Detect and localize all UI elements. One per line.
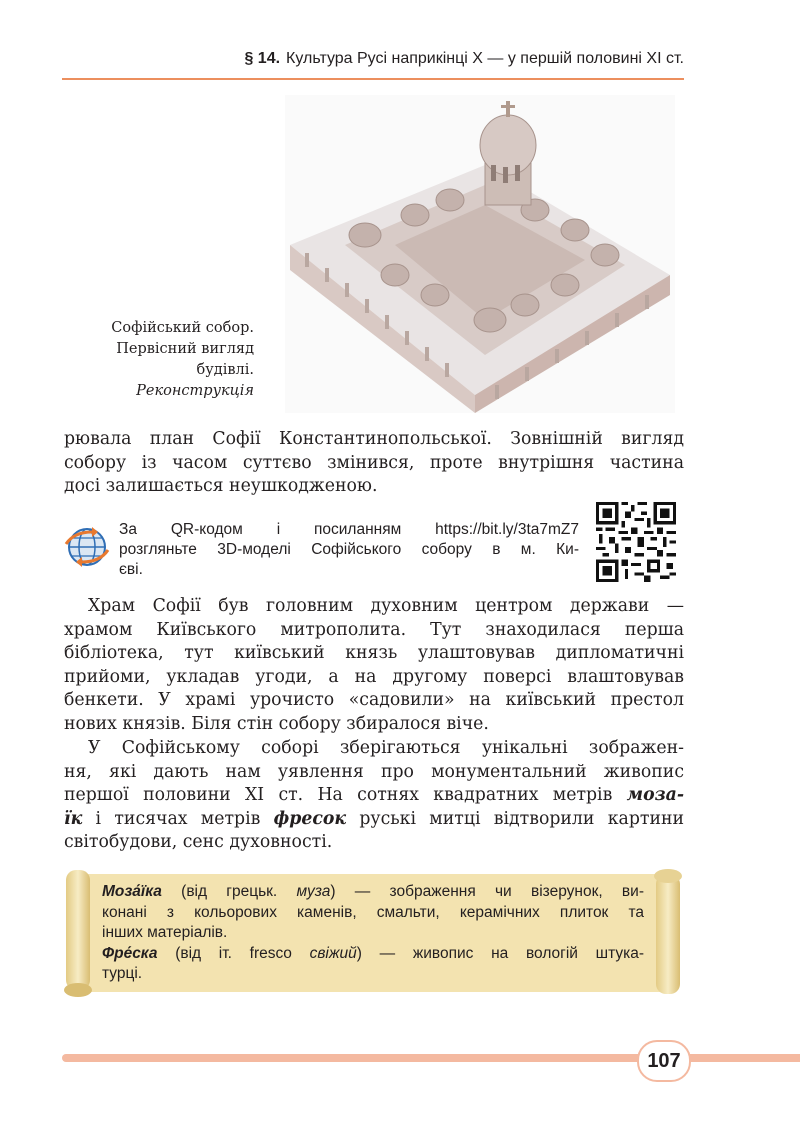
glossary-line bbox=[102, 944, 644, 965]
text-run: свіжий bbox=[309, 944, 357, 962]
glossary-term-mosaic: Моза́їка bbox=[102, 883, 162, 900]
caption-reconstruction: Реконструкція bbox=[136, 383, 254, 399]
glossary-line: конані з кольорових каменів, смальти, керамічних плиток та bbox=[102, 903, 644, 921]
text-line: світобудови, сенс духовності. bbox=[64, 832, 333, 852]
text-run: ) — живопис на вологій штука- bbox=[356, 944, 644, 962]
text-run: муза bbox=[296, 883, 331, 900]
section-number: § 14. bbox=[244, 50, 281, 67]
glossary bbox=[102, 882, 644, 985]
figure-caption bbox=[64, 318, 254, 402]
glossary-term-fresco: Фре́ска bbox=[102, 944, 158, 962]
text-line: прийоми, укладав угоди, а на другому поверсі влаштовував bbox=[64, 666, 684, 687]
qr-note-line: єві. bbox=[119, 561, 143, 578]
chapter-title: Культура Русі наприкінці X — у першій половині XI ст. bbox=[286, 50, 684, 67]
running-header bbox=[62, 50, 684, 80]
qr-note bbox=[64, 518, 684, 582]
paragraph-2 bbox=[64, 595, 684, 736]
caption-line: Софійський собор. bbox=[111, 320, 254, 336]
qr-code[interactable] bbox=[596, 502, 676, 582]
glossary-line: інших матеріалів. bbox=[102, 924, 228, 941]
term-fresco: фресок bbox=[273, 808, 347, 829]
glossary-line bbox=[102, 882, 644, 903]
term-mosaic-end: їк bbox=[64, 808, 83, 829]
text-run: (від грецьк. bbox=[161, 883, 297, 900]
qr-note-line: За QR-кодом і посиланням https://bit.ly/3ta7mZ7 bbox=[119, 521, 579, 538]
text-line: бенкети. У храмі урочисто «садовили» на київський престол bbox=[64, 690, 684, 710]
paragraph-3 bbox=[64, 737, 684, 855]
text-run: і тисячах метрів bbox=[82, 808, 274, 829]
text-line: рювала план Софії Константинопольської. Зовнішній вигляд bbox=[64, 429, 684, 449]
text-run: руські митці відтворили картини bbox=[346, 808, 684, 829]
globe-icon bbox=[64, 524, 110, 570]
paragraph-1 bbox=[64, 428, 684, 499]
text-run: першої половини XI ст. На сотнях квадратних метрів bbox=[64, 785, 627, 805]
text-line: ня, які дають нам уявлення про монументальний живопис bbox=[64, 761, 684, 782]
text-line: досі залишається неушкодженою. bbox=[64, 476, 378, 496]
text-line: собору із часом суттєво змінився, проте внутрішня частина bbox=[64, 452, 684, 473]
text-line bbox=[64, 784, 684, 808]
text-run: (від іт. fresco bbox=[157, 944, 310, 962]
caption-line: будівлі. bbox=[196, 362, 254, 378]
qr-note-text bbox=[119, 520, 579, 580]
page-number: 107 bbox=[637, 1040, 691, 1082]
text-line: нових князів. Біля стін собору збиралося віче. bbox=[64, 713, 489, 734]
term-mosaic: моза- bbox=[626, 785, 684, 805]
glossary-line: турці. bbox=[102, 965, 143, 982]
cathedral-illustration bbox=[285, 95, 675, 413]
caption-line: Первісний вигляд bbox=[116, 341, 254, 357]
qr-note-line: розгляньте 3D-моделі Софійського собору в м. Ки- bbox=[119, 541, 579, 558]
text-line: бібліотека, тут київський князь улаштовував дипломатичні bbox=[64, 643, 684, 663]
text-line: храмом Київського митрополита. Тут знаходилася перша bbox=[64, 619, 684, 640]
text-run: ) — зображення чи візерунок, ви- bbox=[330, 883, 644, 900]
text-line: Храм Софії був головним духовним центром держави — bbox=[88, 596, 684, 616]
text-line bbox=[64, 808, 684, 832]
text-line: У Софійському соборі зберігаються унікальні зображен- bbox=[88, 738, 684, 758]
